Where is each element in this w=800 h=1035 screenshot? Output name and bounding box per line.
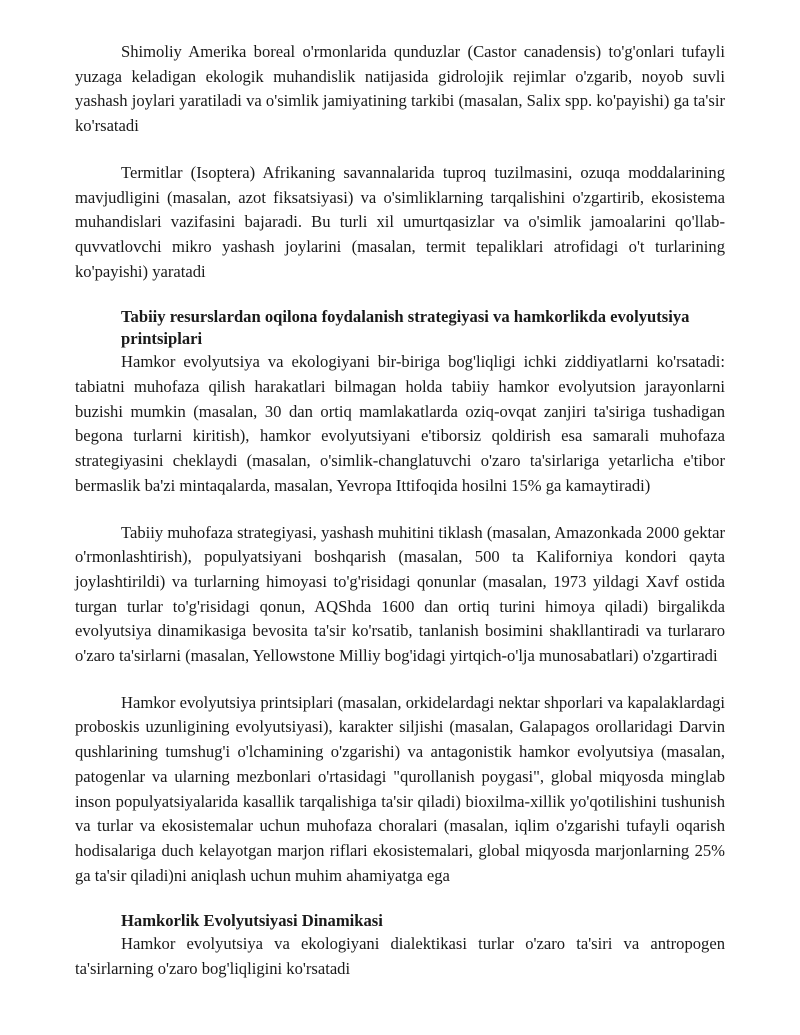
paragraph-termite-engineering: Termitlar (Isoptera) Afrikaning savannalarida tuproq tuzilmasini, ozuqa moddalarining mavjudligini (masalan, azot fiksatsiyasi) va o'simliklarning tarqalishini o'zgartirib, ekosistema muhandislari vazifasini bajaradi. Bu turli xil umurtqasizlar va o'simlik jamoalarini qo'llab-quvvatlovchi mikro yashash joylarini (masalan, termit tepaliklari atrofidagi o't turlarining ko'payishi) yaratadi [75,162,725,281]
paragraph-conservation-strategy: Tabiiy muhofaza strategiyasi, yashash muhitini tiklash (masalan, Amazonkada 2000 gektar o'rmonlashtirish), populyatsiyani boshqarish (masalan, 500 ta Kaliforniya kondori qayta joylashtirildi) va turlarning himoyasi to'g'risidagi qonunlar (masalan, 1973 yildagi Xavf ostida turgan turlar to'g'risidagi qonun, AQShda 1600 dan ortiq turini himoya qiladi) birgalikda evolyutsiya dinamikasiga bevosita ta'sir ko'rsatib, tanlanish bosimini shakllantiradi va turlararo o'zaro ta'sirlarni (masalan, Yellowstone Milliy bog'idagi yirtqich-o'lja munosabatlari) o'zgartiradi [75,522,725,666]
paragraph-coevolution-principles: Hamkor evolyutsiya printsiplari (masalan, orkidelardagi nektar shporlari va kapalaklardagi proboskis uzunligining evolyutsiyasi), karakter siljishi (masalan, Galapagos orollaridagi Darvin qushlarining tumshug'i o'lchamining o'zgarishi) va antagonistik hamkor evolyutsiya (masalan, patogenlar va ularning mezbonlari o'rtasidagi "qurollanish poygasi", global miqyosda minglab inson populyatsiyalarida kasallik tarqalishiga ta'sir qiladi) bioxilma-xillik yo'qotilishini tushunish va turlar va ekosistemalar uchun muhofaza choralari (masalan, iqlim o'zgarishi tufayli oqarish hodisalariga duch kelayotgan marjon riflari ekosistemalari, global miqyosda marjonlarning 25% ga ta'sir qiladi)ni aniqlash uchun muhim ahamiyatga ega [75,692,725,885]
paragraph-dialectics: Hamkor evolyutsiya va ekologiyani dialektikasi turlar o'zaro ta'siri va antropogen ta'sirlarning o'zaro bog'liqligini ko'rsatadi [75,934,725,979]
paragraph-beaver-engineering: Shimoliy Amerika boreal o'rmonlarida qunduzlar (Castor canadensis) to'g'onlari tufayli yuzaga keladigan ekologik muhandislik natijasida gidrolojik rejimlar o'zgarib, noyob suvli yashash joylari yaratiladi va o'simlik jamiyatining tarkibi (masalan, Salix spp. ko'payishi) ga ta'sir ko'rsatadi [75,42,725,136]
paragraph-coevolution-conflicts: Hamkor evolyutsiya va ekologiyani bir-biriga bog'liqligi ichki ziddiyatlarni ko'rsatadi: tabiatni muhofaza qilish harakatlari bilmagan holda tabiiy hamkor evolyutsion jarayonlarni buzishi mumkin (masalan, 30 dan ortiq mamlakatlarda oziq-ovqat zanjiri ta'siriga tushadigan begona turlarni kiritish), hamkor evolyutsiyani e'tiborsiz qoldirish esa samarali muhofaza strategiyasini cheklaydi (masalan, o'simlik-changlatuvchi o'zaro ta'sirlariga yetarlicha e'tibor bermaslik ba'zi mintaqalarda, masalan, Yevropa Ittifoqida hosilni 15% ga kamaytiradi) [75,352,725,495]
document-page [75,40,725,1004]
section-heading-coevolution-dynamics: Hamkorlik Evolyutsiyasi Dinamikasi [121,911,383,931]
section-heading-resource-strategy: Tabiiy resurslardan oqilona foydalanish strategiyasi va hamkorlikda evolyutsiya printsiplari [121,307,690,349]
